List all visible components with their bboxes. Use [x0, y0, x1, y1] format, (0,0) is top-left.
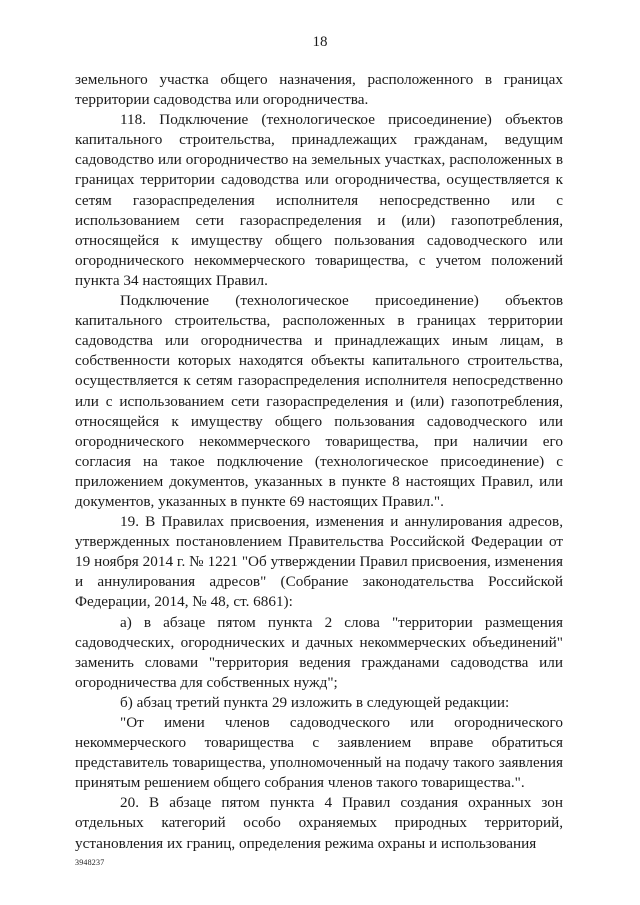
paragraph-connection: Подключение (технологическое присоединение) объектов капитального строительства, расположенных в границах территории садоводства или огородничества и принадлежащих иным лицам, в собственности которых находятся объекты капитального строительства, осуществляется к сетям газораспределения исполнителя непосредственно или с использованием сети газораспределения и (или) газопотребления, относящейся к имуществу общего пользования садоводческого или огороднического некоммерческого товарищества, при наличии его согласия на такое подключение (технологическое присоединение) с приложением документов, указанных в пункте 8 настоящих Правил, или документов, указанных в пункте 69 настоящих Правил.". [75, 292, 563, 510]
page-number: 18 [312, 34, 328, 50]
paragraph-item-19: 19. В Правилах присвоения, изменения и аннулирования адресов, утвержденных постановлением Правительства Российской Федерации от 19 ноября 2014 г. № 1221 "Об утверждении Правил присвоения, изменения и аннулирования адресов" (Собрание законодательства Российской Федерации, 2014, № 48, ст. 6861): [75, 513, 563, 611]
paragraph-subitem-a: а) в абзаце пятом пункта 2 слова "территории размещения садоводческих, огороднических и дачных некоммерческих объединений" заменить словами "территория ведения гражданами садоводства или огородничества для собственных нужд"; [75, 613, 563, 691]
paragraph-item-118: 118. Подключение (технологическое присоединение) объектов капитального строительства, принадлежащих гражданам, ведущим садоводство или огородничество на земельных участках, расположенных в границах территории садоводства или огородничества, осуществляется к сетям газораспределения исполнителя непосредственно или с использованием сети газораспределения и (или) газопотребления, относящейся к имуществу общего пользования садоводческого или огороднического некоммерческого товарищества, с учетом положений пункта 34 настоящих Правил. [75, 111, 563, 289]
paragraph-item-20: 20. В абзаце пятом пункта 4 Правил создания охранных зон отдельных категорий особо охраняемых природных территорий, установления их границ, определения режима охраны и использования [75, 794, 563, 852]
document-code: 3948237 [75, 858, 105, 867]
paragraph-continuation: земельного участка общего назначения, расположенного в границах территории садоводства или огородничества. [75, 71, 563, 109]
document-body [75, 70, 563, 854]
paragraph-subitem-b: б) абзац третий пункта 29 изложить в следующей редакции: [120, 693, 510, 711]
paragraph-quote: "От имени членов садоводческого или огороднического некоммерческого товарищества с заявлением вправе обратиться представитель товарищества, уполномоченный на подачу такого заявления принятым решением общего собрания членов такого товарищества.". [75, 714, 563, 792]
